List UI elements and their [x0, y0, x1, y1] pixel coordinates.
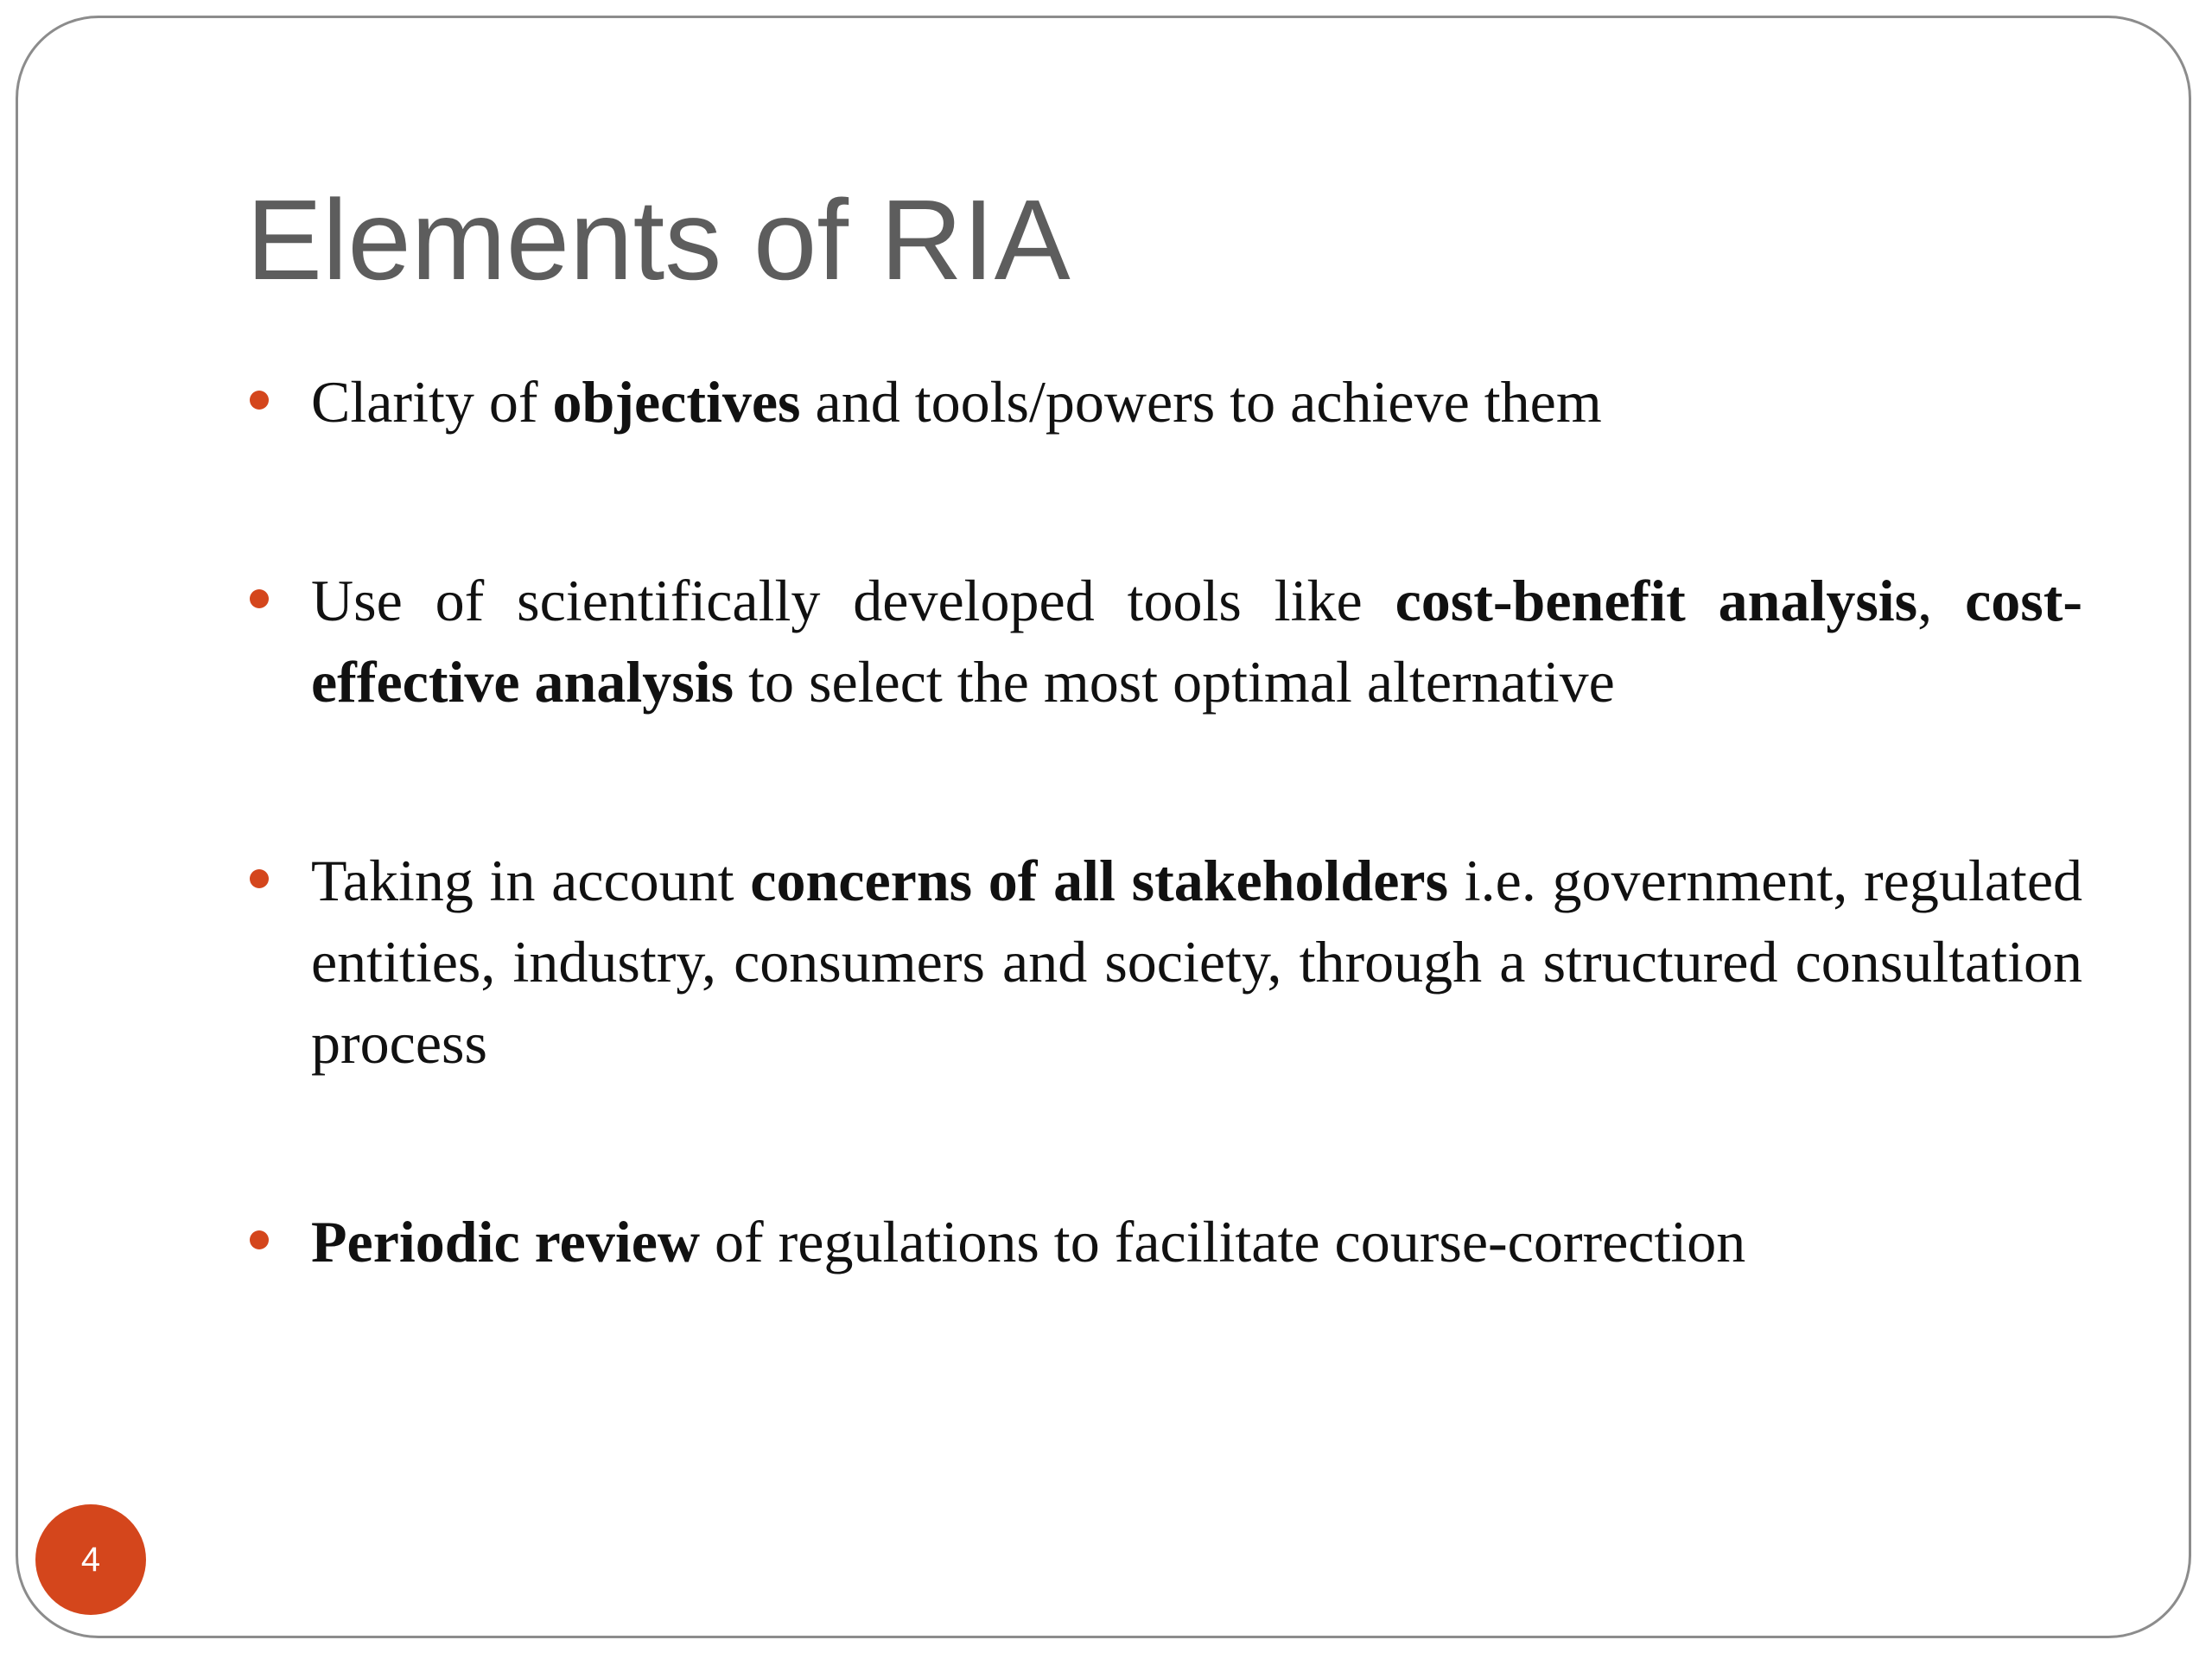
bullet-text: and tools/powers to achieve them — [800, 369, 1602, 435]
bullet-text: Taking in account — [311, 848, 751, 913]
bullet-item-stakeholders — [311, 840, 2082, 1084]
bullet-emphasis: cost-effective analysis — [311, 568, 2082, 715]
bullet-emphasis: Periodic review — [311, 1209, 701, 1274]
bullet-text: to select the most optimal alternative — [734, 649, 1615, 715]
bullet-icon — [250, 1230, 269, 1249]
page-number-badge: 4 — [35, 1504, 146, 1615]
bullet-icon — [250, 391, 269, 410]
bullet-item-tools — [311, 560, 2082, 722]
bullet-icon — [250, 869, 269, 888]
bullet-item-review — [311, 1201, 2082, 1282]
bullet-emphasis: objectives — [552, 369, 801, 435]
bullet-emphasis: cost-benefit analysis — [1395, 568, 1918, 633]
bullet-emphasis: concerns of all stakeholders — [750, 848, 1449, 913]
bullet-text: , — [1917, 568, 1966, 633]
slide-title: Elements of RIA — [246, 176, 1071, 303]
bullet-icon — [250, 589, 269, 608]
bullet-text: Use of scientifically developed tools like — [311, 568, 1395, 633]
bullet-text: of regulations to facilitate course-correction — [700, 1209, 1746, 1274]
bullet-text: Clarity of — [311, 369, 553, 435]
bullet-text: i.e. government, regulated entities, industry, consumers and society, through a structured consultation process — [311, 848, 2082, 1076]
bullet-item-objectives — [311, 361, 2082, 442]
